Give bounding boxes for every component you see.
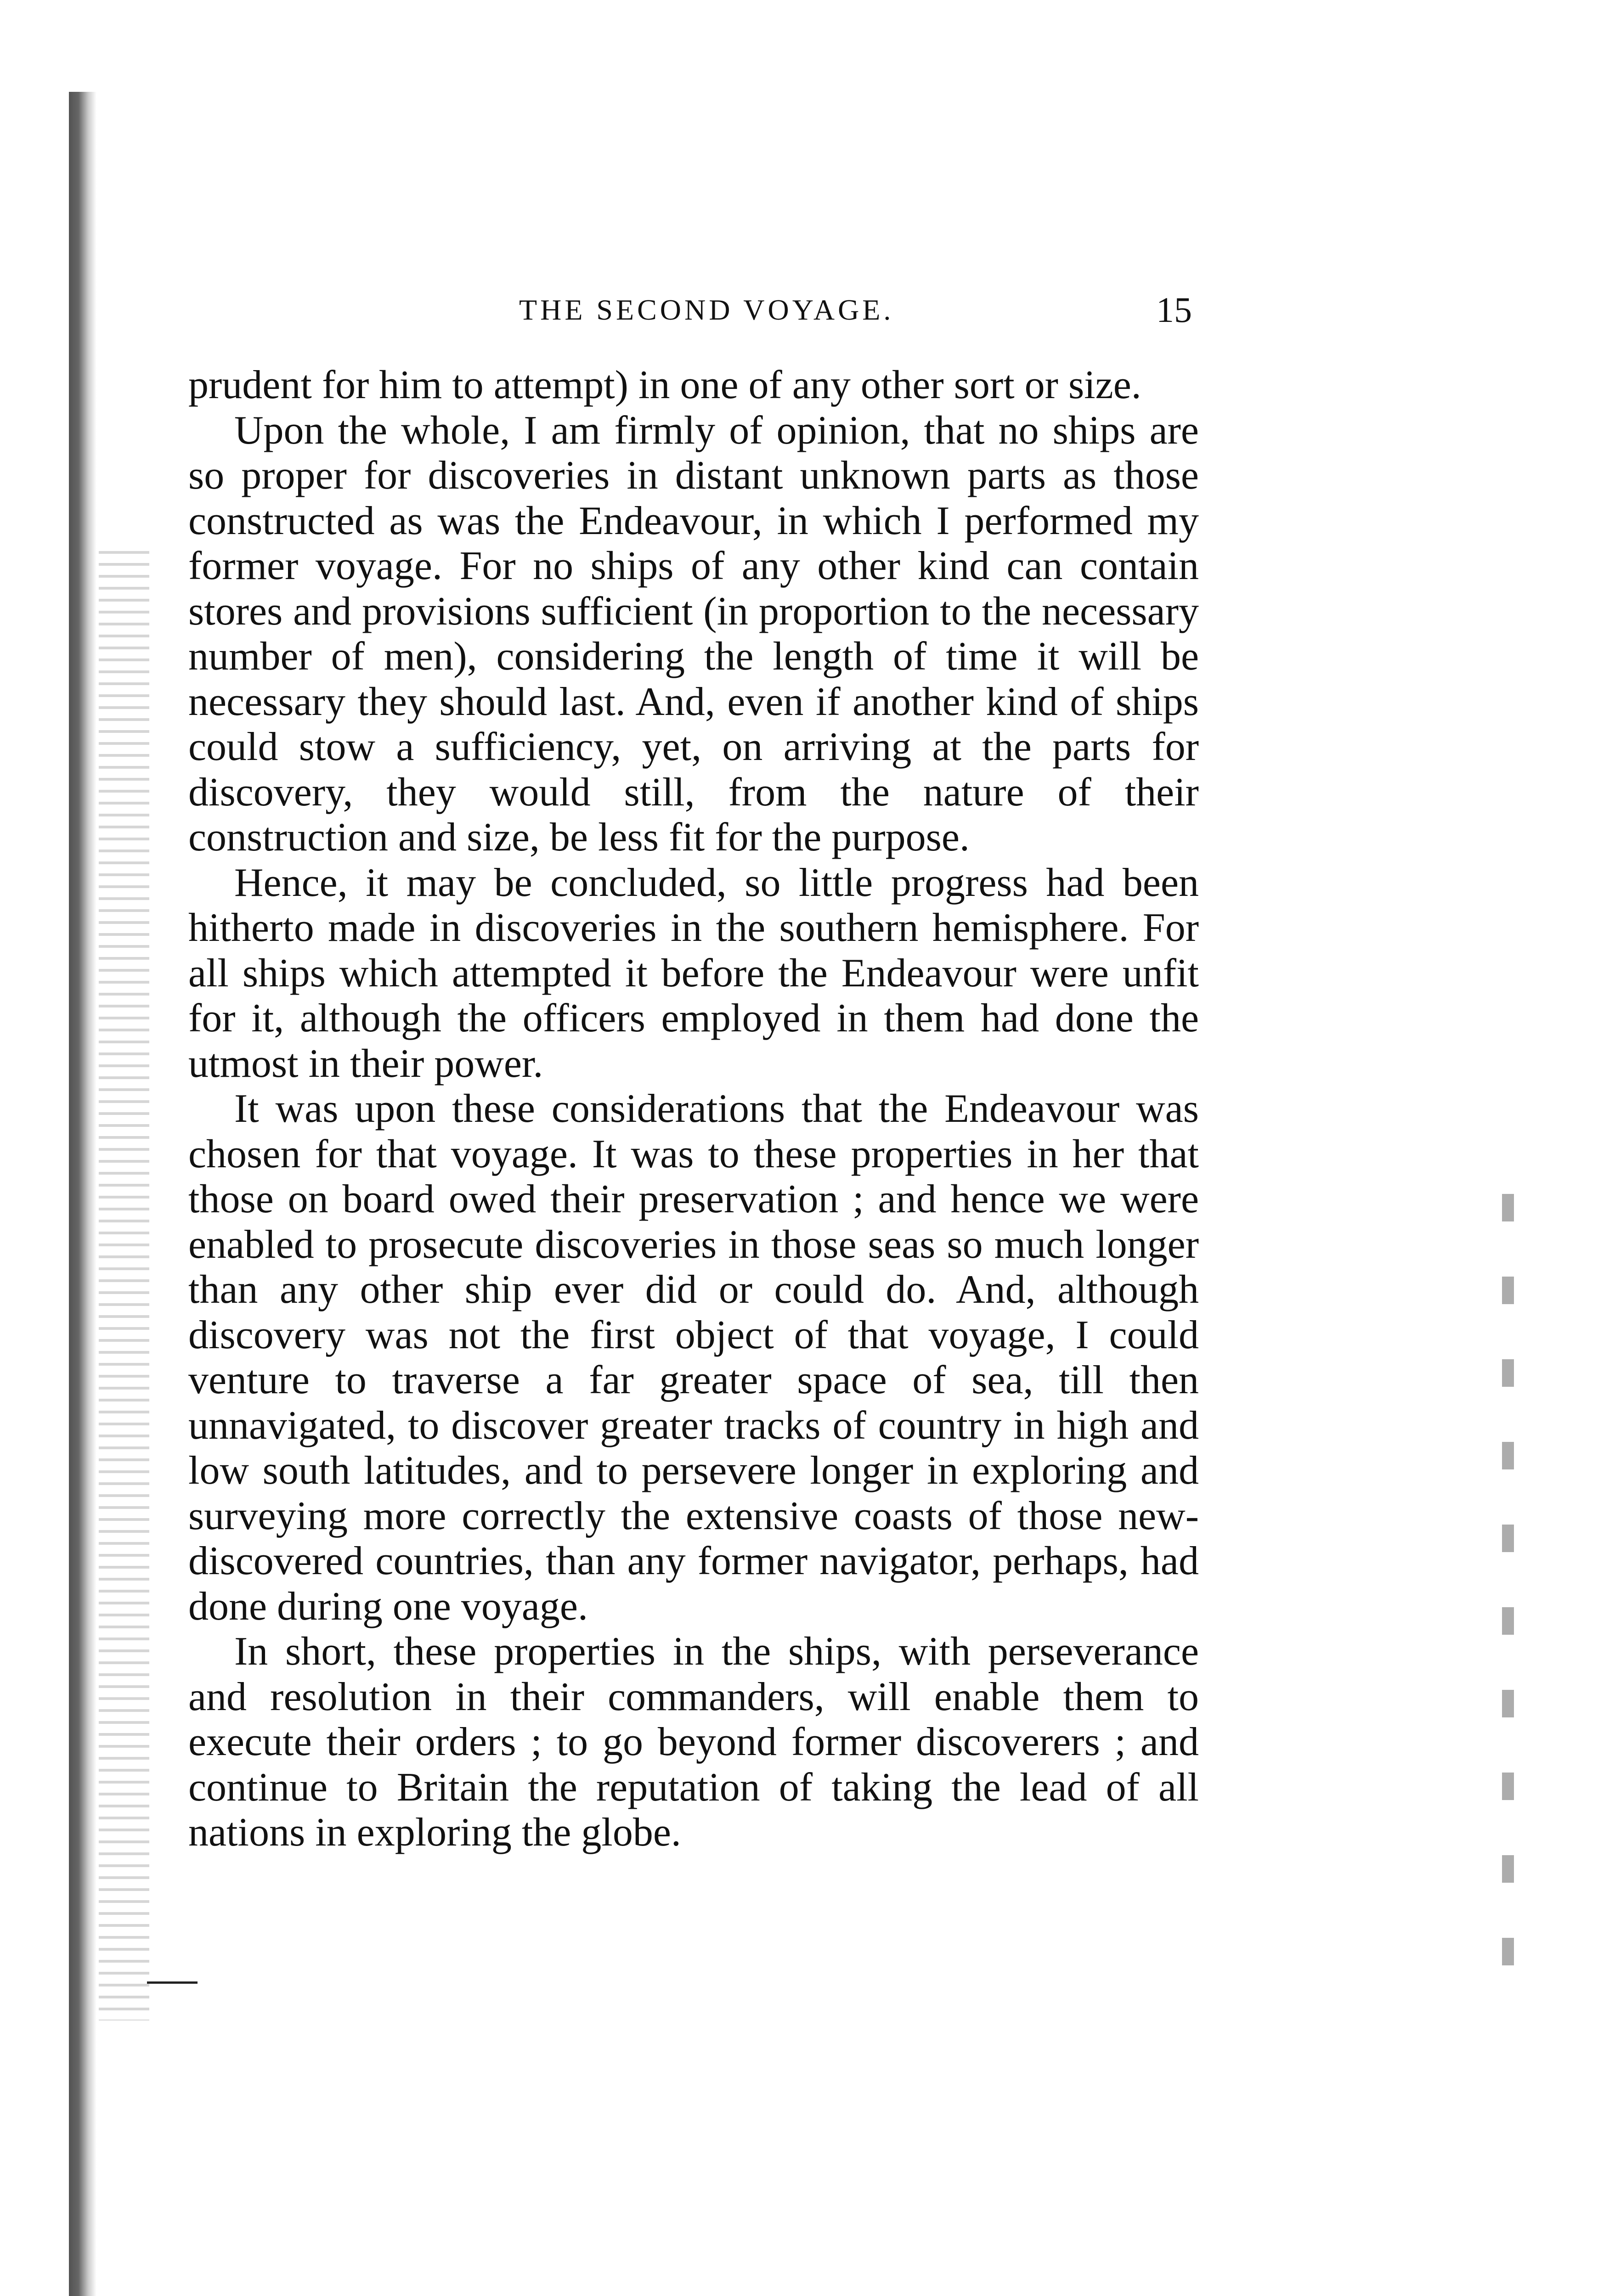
running-head — [519, 287, 1192, 333]
paragraph-4: In short, these properties in the ships, with perseverance and resolution in their commanders, will enable them to execute their orders ; to go beyond former discoverers ; and continue to Britain the reputation of taking the lead of all nations in exploring the globe. — [188, 1629, 1199, 1855]
body-text — [188, 363, 1199, 1856]
running-title: THE SECOND VOYAGE. — [519, 293, 894, 326]
page-edge-shadow-right — [1502, 1194, 1514, 1975]
paragraph-3: It was upon these considerations that the Endeavour was chosen for that voyage. It was to these properties in her that those on board owed their preservation ; and hence we were enabled to prosecute discoveries in those seas so much longer than any other ship ever did or could do. And, although discovery was not the first object of that voyage, I could venture to traverse a far greater space of sea, till then unnavigated, to discover greater tracks of country in high and low south latitudes, and to persevere longer in exploring and surveying more correctly the extensive coasts of those new-discovered countries, than any former navigator, perhaps, had done during one voyage. — [188, 1086, 1199, 1629]
page-edge-shadow-left — [69, 92, 96, 2296]
paragraph-continuation: prudent for him to attempt) in one of any other sort or size. — [188, 363, 1141, 407]
paragraph-2: Hence, it may be concluded, so little progress had been hitherto made in discoveries in the southern hemisphere. For all ships which attempted it before the Endeavour were unfit for it, although the officers employed in them had done the utmost in their power. — [188, 860, 1199, 1086]
paragraph-1: Upon the whole, I am firmly of opinion, that no ships are so proper for discoveries in distant unknown parts as those constructed as was the Endeavour, in which I performed my former voyage. For no ships of any other kind can contain stores and provisions sufficient (in proportion to the necessary number of men), considering the length of time it will be necessary they should last. And, even if another kind of ships could stow a sufficiency, yet, on arriving at the parts for discovery, they would still, from the nature of their construction and size, be less fit for the purpose. — [188, 408, 1199, 860]
margin-dash-mark — [147, 1981, 198, 1984]
page-edge-speckle-left — [99, 551, 149, 2020]
page-number: 15 — [1156, 290, 1192, 330]
